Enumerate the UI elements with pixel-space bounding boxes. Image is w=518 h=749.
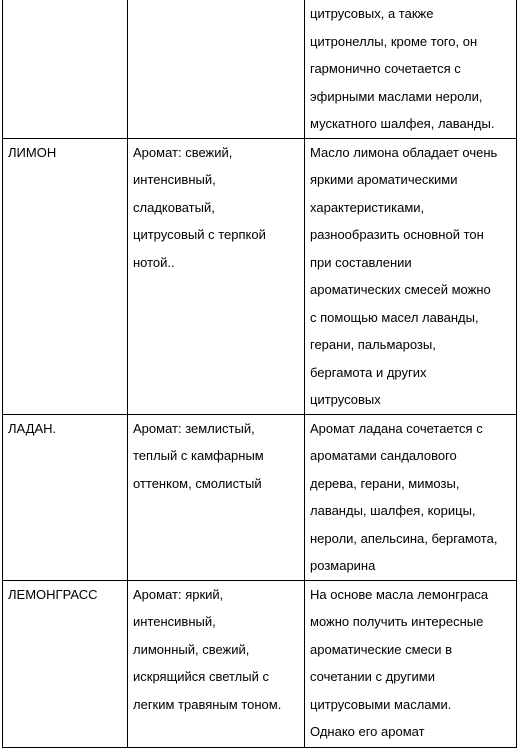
- description-cell: [305, 0, 517, 138]
- description-line: с помощью масел лаванды,: [310, 309, 479, 325]
- aroma-line: Аромат: землистый,: [133, 420, 255, 436]
- description-line: эфирными маслами нероли,: [310, 88, 483, 104]
- description-line: Аромат ладана сочетается с: [310, 420, 483, 436]
- essential-oils-table: [2, 0, 517, 748]
- aroma-cell: [128, 0, 305, 138]
- aroma-line: Аромат: яркий,: [133, 586, 224, 602]
- description-cell: [305, 580, 517, 747]
- description-line: цитрусовых, а также: [310, 6, 434, 21]
- description-line: герани, пальмарозы,: [310, 337, 436, 352]
- description-line: цитрусовыми маслами.: [310, 696, 452, 712]
- description-line: гармонично сочетается с: [310, 61, 461, 76]
- table-row: [3, 0, 517, 138]
- oil-name: ЛИМОН: [8, 144, 57, 160]
- description-line: цитрусовых: [310, 392, 381, 407]
- description-line: при составлении: [310, 254, 412, 270]
- description-line: бергамота и других: [310, 364, 427, 380]
- aroma-line: сладковатый,: [133, 199, 215, 215]
- aroma-line: интенсивный,: [133, 172, 216, 187]
- oil-name-cell: [3, 580, 128, 747]
- oil-name: ЛАДАН.: [8, 420, 57, 436]
- aroma-line: цитрусовый с терпкой: [133, 227, 266, 242]
- aroma-line: теплый с камфарным: [133, 448, 264, 463]
- aroma-cell: [128, 414, 305, 580]
- aroma-cell: [128, 138, 305, 414]
- description-line: ароматические смеси в: [310, 641, 453, 657]
- aroma-line: оттенком, смолистый: [133, 475, 262, 491]
- description-line: нероли, апельсина, бергамота,: [310, 530, 498, 546]
- aroma-line: легким травяным тоном.: [133, 696, 282, 712]
- description-line: На основе масла лемонграса: [310, 586, 489, 602]
- oil-name-cell: [3, 414, 128, 580]
- aroma-line: интенсивный,: [133, 614, 216, 629]
- description-line: разнообразить основной тон: [310, 227, 484, 242]
- oil-name: ЛЕМОНГРАСС: [8, 586, 98, 602]
- description-line: лаванды, шалфея, корицы,: [310, 503, 476, 518]
- description-line: дерева, герани, мимозы,: [310, 475, 460, 491]
- description-line: ароматических смесей можно: [310, 282, 491, 297]
- table-row: [3, 414, 517, 580]
- description-line: можно получить интересные: [310, 614, 484, 629]
- description-line: ароматами сандалового: [310, 448, 457, 463]
- description-line: Однако его аромат: [310, 724, 425, 739]
- aroma-line: Аромат: свежий,: [133, 144, 233, 160]
- description-line: сочетании с другими: [310, 669, 435, 684]
- description-line: розмарина: [310, 558, 376, 573]
- aroma-line: искрящийся светлый с: [133, 669, 269, 684]
- oil-name-cell: [3, 138, 128, 414]
- description-line: цитронеллы, кроме того, он: [310, 33, 478, 49]
- description-line: мускатного шалфея, лаванды.: [310, 116, 495, 131]
- description-line: яркими ароматическими: [310, 172, 458, 187]
- aroma-cell: [128, 580, 305, 747]
- description-line: характеристиками,: [310, 199, 425, 215]
- table-row: [3, 138, 517, 414]
- table-row: [3, 580, 517, 747]
- aroma-line: лимонный, свежий,: [133, 641, 250, 657]
- description-cell: [305, 138, 517, 414]
- oil-name-cell: [3, 0, 128, 138]
- description-cell: [305, 414, 517, 580]
- aroma-line: нотой..: [133, 254, 175, 270]
- description-line: Масло лимона обладает очень: [310, 144, 498, 160]
